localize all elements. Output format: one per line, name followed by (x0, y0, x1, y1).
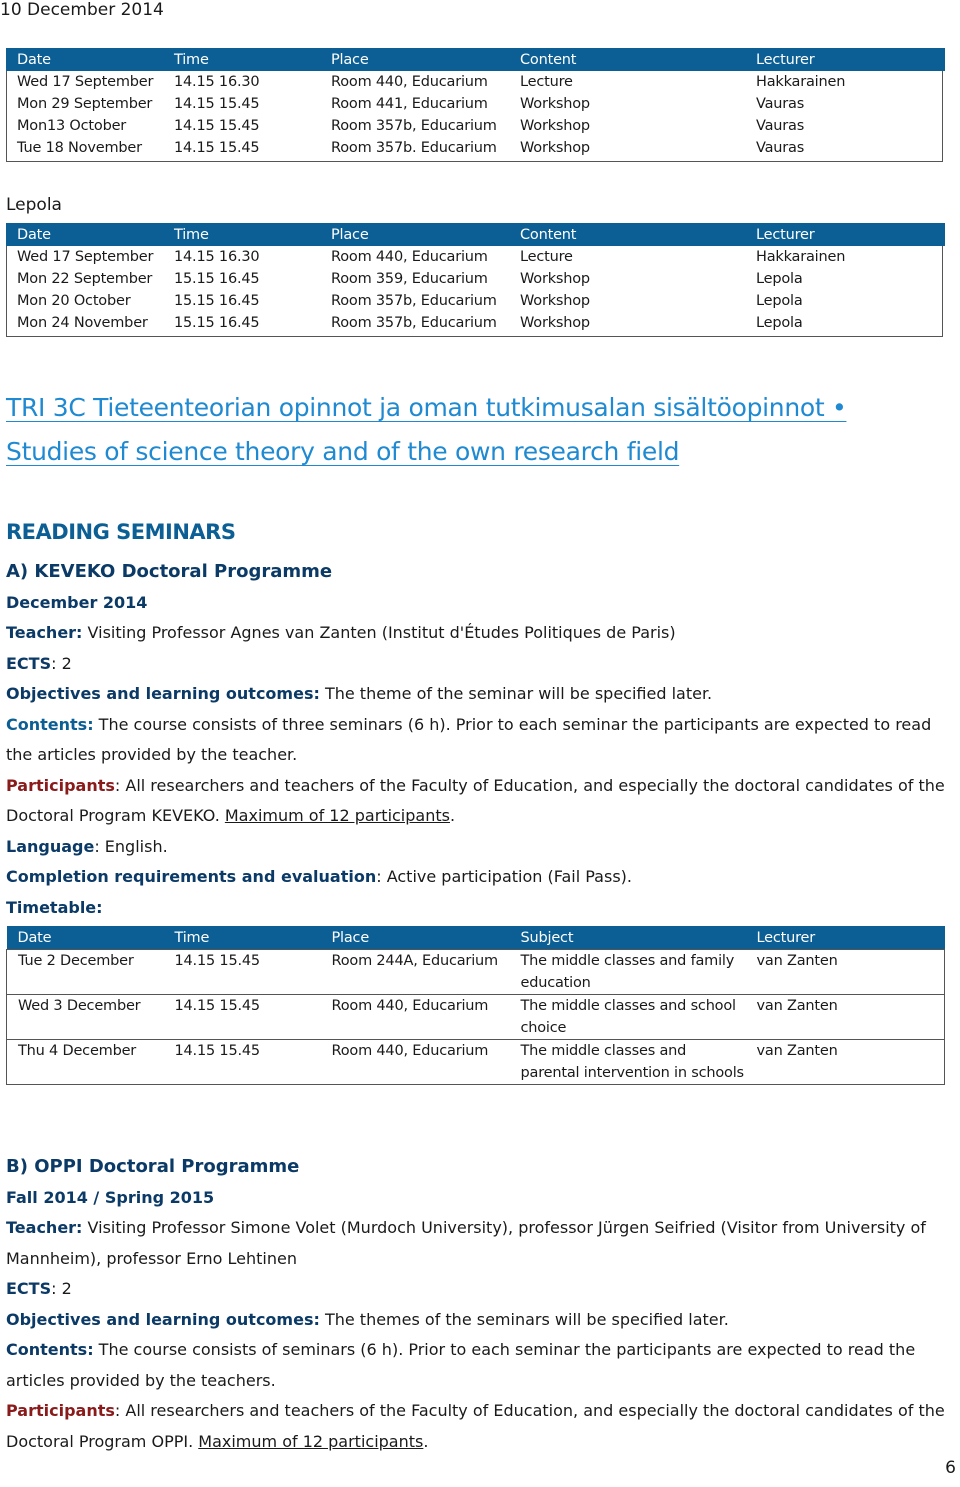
table-border (6, 71, 943, 162)
table-cell: Workshop (520, 96, 590, 112)
participants-label: Participants (6, 775, 115, 795)
table-cell: Wed 3 December (7, 995, 164, 1040)
section-b-period: Fall 2014 / Spring 2015 (6, 1187, 215, 1207)
column-header: Time (163, 48, 320, 71)
table-cell: Thu 4 December (7, 1040, 164, 1085)
table-cell: Tue 2 December (7, 950, 164, 995)
column-header: Place (320, 223, 509, 246)
table-cell: Lecture (520, 74, 573, 90)
teacher-value: Visiting Professor Agnes van Zanten (Institut d'Études Politiques de Paris) (82, 623, 676, 642)
language-value: : English. (94, 836, 168, 856)
table-cell: 15.15 16.45 (174, 271, 260, 287)
section-b-ects (6, 1274, 956, 1305)
table-cell: Vauras (756, 118, 805, 134)
table-cell: 14.15 15.45 (164, 950, 321, 995)
column-header: Lecturer (746, 926, 945, 950)
table-cell: Room 441, Educarium (331, 96, 488, 112)
table-cell: Room 357b, Educarium (331, 315, 497, 331)
table-cell: The middle classes and family education (510, 950, 746, 995)
table-cell: Vauras (756, 96, 805, 112)
section-b-teacher (6, 1213, 956, 1274)
table-cell: Room 440, Educarium (331, 249, 488, 265)
section-b-contents (6, 1335, 956, 1396)
column-header: Time (164, 926, 321, 950)
column-header: Date (6, 48, 163, 71)
table-cell: 14.15 15.45 (174, 96, 260, 112)
table-cell: Room 440, Educarium (321, 1040, 510, 1085)
table-cell: 14.15 16.30 (174, 249, 260, 265)
course-title-english: Studies of science theory and of the own research field (6, 437, 680, 466)
table-header-row (7, 926, 945, 950)
participants-value: : All researchers and teachers of the Faculty of Education, and especially the doctoral candidates of the Doctoral Program OPPI. (6, 1401, 945, 1451)
section-a-objectives (6, 679, 956, 710)
table-header-row (6, 48, 945, 71)
contents-label: Contents: (6, 714, 94, 734)
participants-max: Maximum of 12 participants (224, 806, 450, 825)
table-cell: 15.15 16.45 (174, 315, 260, 331)
table-cell: Lepola (756, 271, 803, 287)
table-cell: Room 440, Educarium (331, 74, 488, 90)
objectives-label: Objectives and learning outcomes: (6, 684, 320, 703)
column-header: Subject (510, 926, 746, 950)
table-cell: Room 244A, Educarium (321, 950, 510, 995)
table-cell: 14.15 15.45 (174, 140, 260, 156)
section-a (6, 557, 956, 923)
table-cell: 14.15 15.45 (164, 1040, 321, 1085)
table-cell: Workshop (520, 271, 590, 287)
table-cell: The middle classes and parental intervention in schools (510, 1040, 746, 1085)
section-a-participants (6, 771, 956, 832)
column-header: Place (320, 48, 509, 71)
table-cell: 14.15 16.30 (174, 74, 260, 90)
course-title-finnish: TRI 3C Tieteenteorian opinnot ja oman tutkimusalan sisältöopinnot • (6, 393, 847, 422)
table-cell: The middle classes and school choice (510, 995, 746, 1040)
language-label: Language (6, 836, 95, 856)
table-cell: Wed 17 September (17, 249, 154, 265)
table-header-row (6, 223, 945, 246)
participants-max: Maximum of 12 participants (198, 1431, 424, 1451)
table-cell: 14.15 15.45 (164, 995, 321, 1040)
reading-seminars-heading: READING SEMINARS (6, 520, 236, 544)
section-b-participants (6, 1396, 956, 1457)
table-cell: Mon 29 September (17, 96, 153, 112)
ects-label: ECTS (6, 1279, 52, 1298)
section-a-teacher (6, 618, 956, 649)
table-cell: Lepola (756, 293, 803, 309)
table-cell: Mon 22 September (17, 271, 153, 287)
column-header: Place (321, 926, 510, 950)
section-b-objectives (6, 1305, 956, 1336)
table-cell: Lepola (756, 315, 803, 331)
objectives-value: The theme of the seminar will be specified later. (319, 684, 713, 703)
ects-label: ECTS (6, 653, 52, 673)
table-cell: Tue 18 November (17, 140, 142, 156)
section-a-completion (6, 862, 956, 893)
section-label-lepola: Lepola (6, 195, 62, 215)
participants-end: . (449, 806, 456, 825)
table-cell: Room 357b. Educarium (331, 140, 497, 156)
table-cell: Hakkarainen (756, 74, 846, 90)
column-header: Time (163, 223, 320, 246)
course-title (6, 386, 946, 474)
column-header: Content (509, 48, 745, 71)
participants-end: . (423, 1431, 429, 1451)
teacher-label: Teacher: (6, 1218, 83, 1237)
section-a-contents (6, 710, 956, 771)
table-cell: van Zanten (746, 995, 945, 1040)
table-cell: van Zanten (746, 1040, 945, 1085)
contents-value: The course consists of seminars (6 h). Prior to each seminar the participants are expected to read the articles provided by the teachers. (6, 1340, 916, 1390)
column-header: Lecturer (745, 48, 945, 71)
table-row (7, 995, 945, 1040)
column-header: Content (509, 223, 745, 246)
table-cell: Mon13 October (17, 118, 127, 134)
teacher-label: Teacher: (6, 623, 83, 642)
table-row (7, 1040, 945, 1085)
table-cell: 15.15 16.45 (174, 293, 260, 309)
table-cell: Workshop (520, 140, 590, 156)
objectives-value: The themes of the seminars will be specified later. (319, 1309, 729, 1329)
participants-value: : All researchers and teachers of the Faculty of Education, and especially the doctoral candidates of the Doctoral Program KEVEKO. (6, 775, 945, 825)
table-cell: Lecture (520, 249, 573, 265)
participants-label: Participants (6, 1401, 115, 1420)
table-cell: Workshop (520, 293, 590, 309)
section-b-title: B) OPPI Doctoral Programme (6, 1156, 300, 1177)
table-cell: Mon 24 November (17, 315, 148, 331)
table-cell: Hakkarainen (756, 249, 846, 265)
table-cell: Room 357b, Educarium (331, 118, 497, 134)
contents-label: Contents: (6, 1340, 94, 1359)
timetable-label: Timetable: (6, 897, 103, 917)
completion-label: Completion requirements and evaluation (6, 867, 377, 886)
ects-value: : 2 (51, 653, 72, 673)
contents-value: The course consists of three seminars (6 h). Prior to each seminar the participants are expected to read the articles provided by the teacher. (6, 714, 932, 764)
section-a-ects (6, 649, 956, 680)
page-number: 6 (945, 1458, 956, 1478)
table-cell: Room 359, Educarium (331, 271, 488, 287)
ects-value: : 2 (51, 1279, 72, 1298)
table-border (6, 246, 943, 337)
table-cell: 14.15 15.45 (174, 118, 260, 134)
column-header: Date (6, 223, 163, 246)
table-cell: Mon 20 October (17, 293, 131, 309)
section-a-period: December 2014 (6, 592, 148, 612)
table-row (7, 950, 945, 995)
completion-value: : Active participation (Fail Pass). (376, 867, 632, 886)
column-header: Date (7, 926, 164, 950)
section-a-language (6, 832, 956, 863)
section-a-title: A) KEVEKO Doctoral Programme (6, 561, 333, 582)
table-cell: Workshop (520, 118, 590, 134)
table-cell: Room 440, Educarium (321, 995, 510, 1040)
section-b (6, 1152, 956, 1457)
objectives-label: Objectives and learning outcomes: (6, 1309, 320, 1329)
document-date: 10 December 2014 (0, 0, 164, 20)
table-cell: van Zanten (746, 950, 945, 995)
table-cell: Room 357b, Educarium (331, 293, 497, 309)
table-cell: Vauras (756, 140, 805, 156)
table-cell: Workshop (520, 315, 590, 331)
column-header: Lecturer (745, 223, 945, 246)
teacher-value: Visiting Professor Simone Volet (Murdoch University), professor Jürgen Seifried (Visitor from University of Mannheim), professor Erno Lehtinen (6, 1218, 926, 1268)
table-cell: Wed 17 September (17, 74, 154, 90)
timetable-table (6, 926, 945, 1085)
